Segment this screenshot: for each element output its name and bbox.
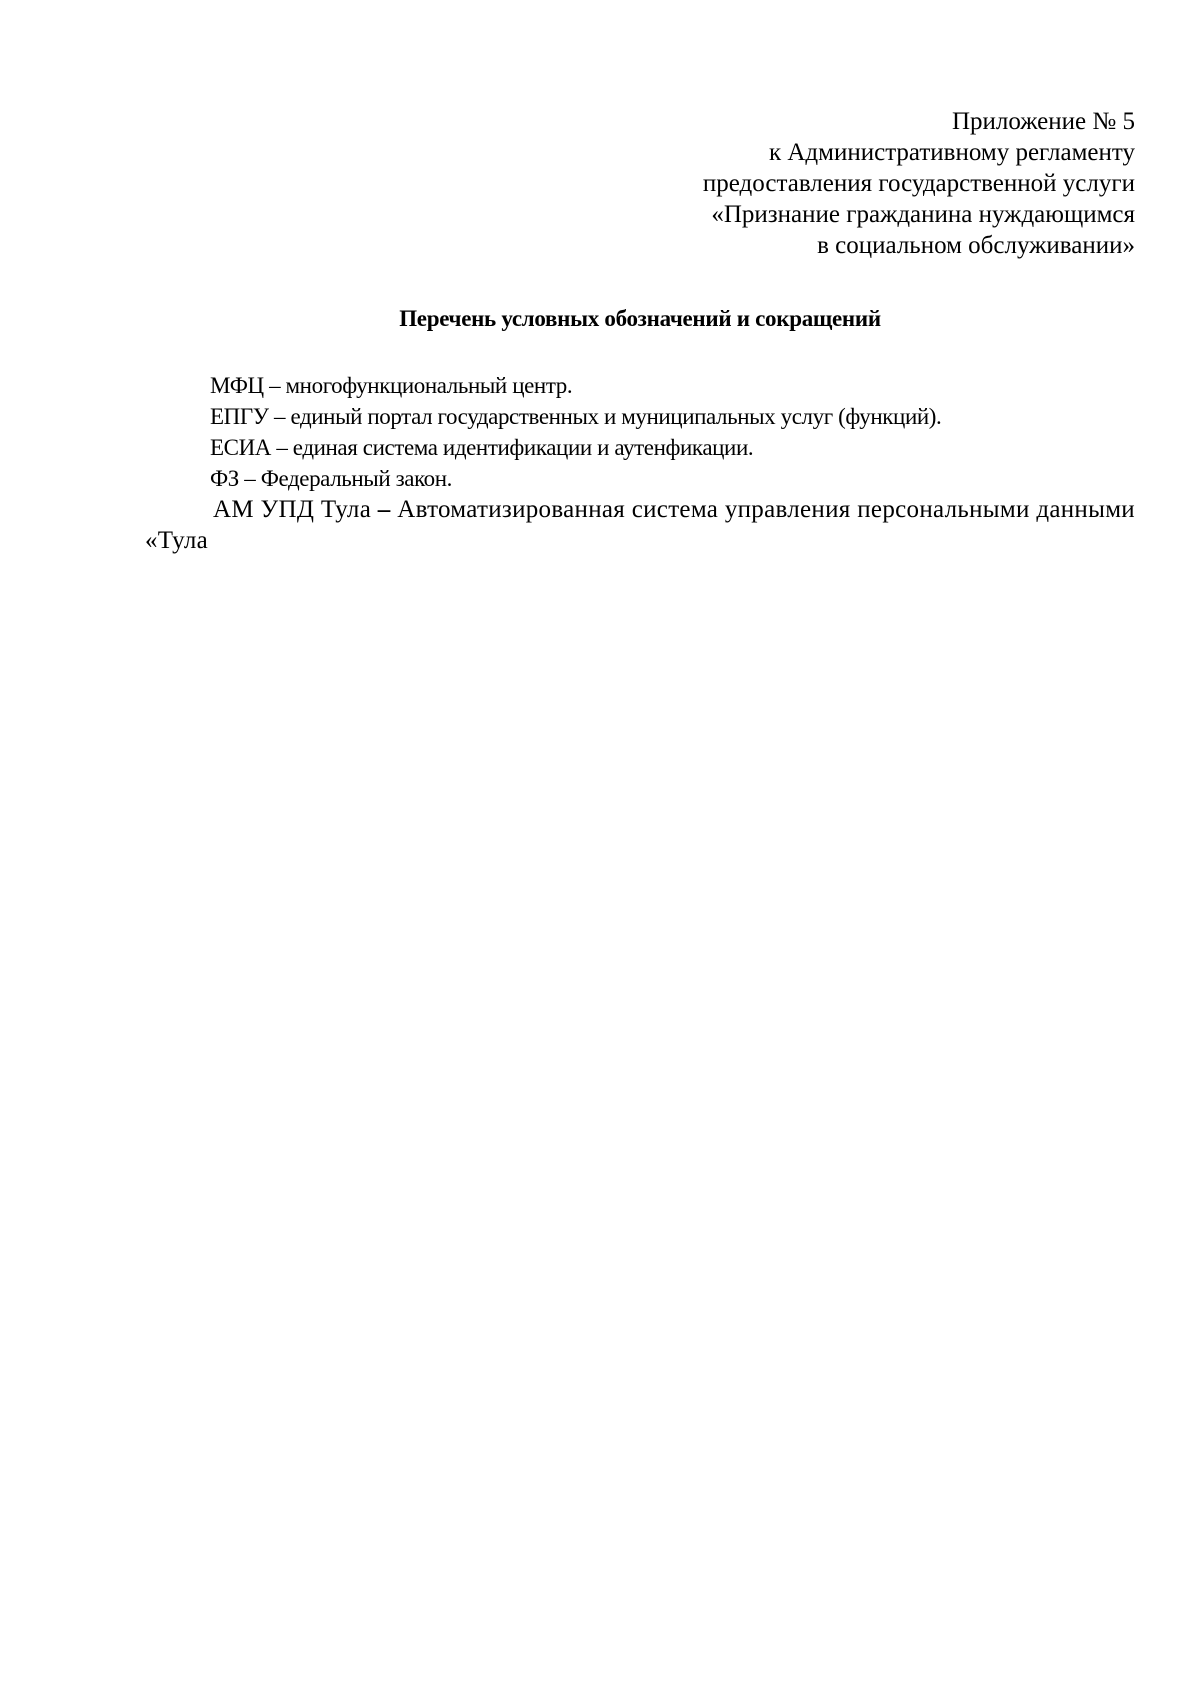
abbreviation-definition: Автоматизированная система управления персональными данными «Тула	[145, 496, 1135, 554]
abbreviation-term: АМ УПД Тула	[213, 496, 372, 523]
appendix-line-service-name: «Признание гражданина нуждающимся	[711, 201, 1135, 228]
abbreviation-list	[145, 370, 1135, 556]
abbreviation-epgu: ЕПГУ – единый портал государственных и муниципальных услуг (функций).	[210, 404, 942, 429]
appendix-line-regulation: к Административному регламенту	[768, 139, 1135, 166]
abbreviation-dash: –	[377, 496, 391, 523]
appendix-line-service: предоставления государственной услуги	[702, 170, 1135, 197]
page-title: Перечень условных обозначений и сокращений	[399, 306, 881, 331]
appendix-line-service-name-cont: в социальном обслуживании»	[817, 232, 1135, 259]
abbreviation-fz: ФЗ – Федеральный закон.	[210, 466, 453, 491]
appendix-line-number: Приложение № 5	[951, 108, 1135, 135]
abbreviation-am-upd	[145, 494, 1135, 556]
appendix-header	[435, 106, 1135, 261]
abbreviation-mfc: МФЦ – многофункциональный центр.	[210, 373, 573, 398]
abbreviation-esia: ЕСИА – единая система идентификации и аутенфикации.	[210, 435, 754, 460]
